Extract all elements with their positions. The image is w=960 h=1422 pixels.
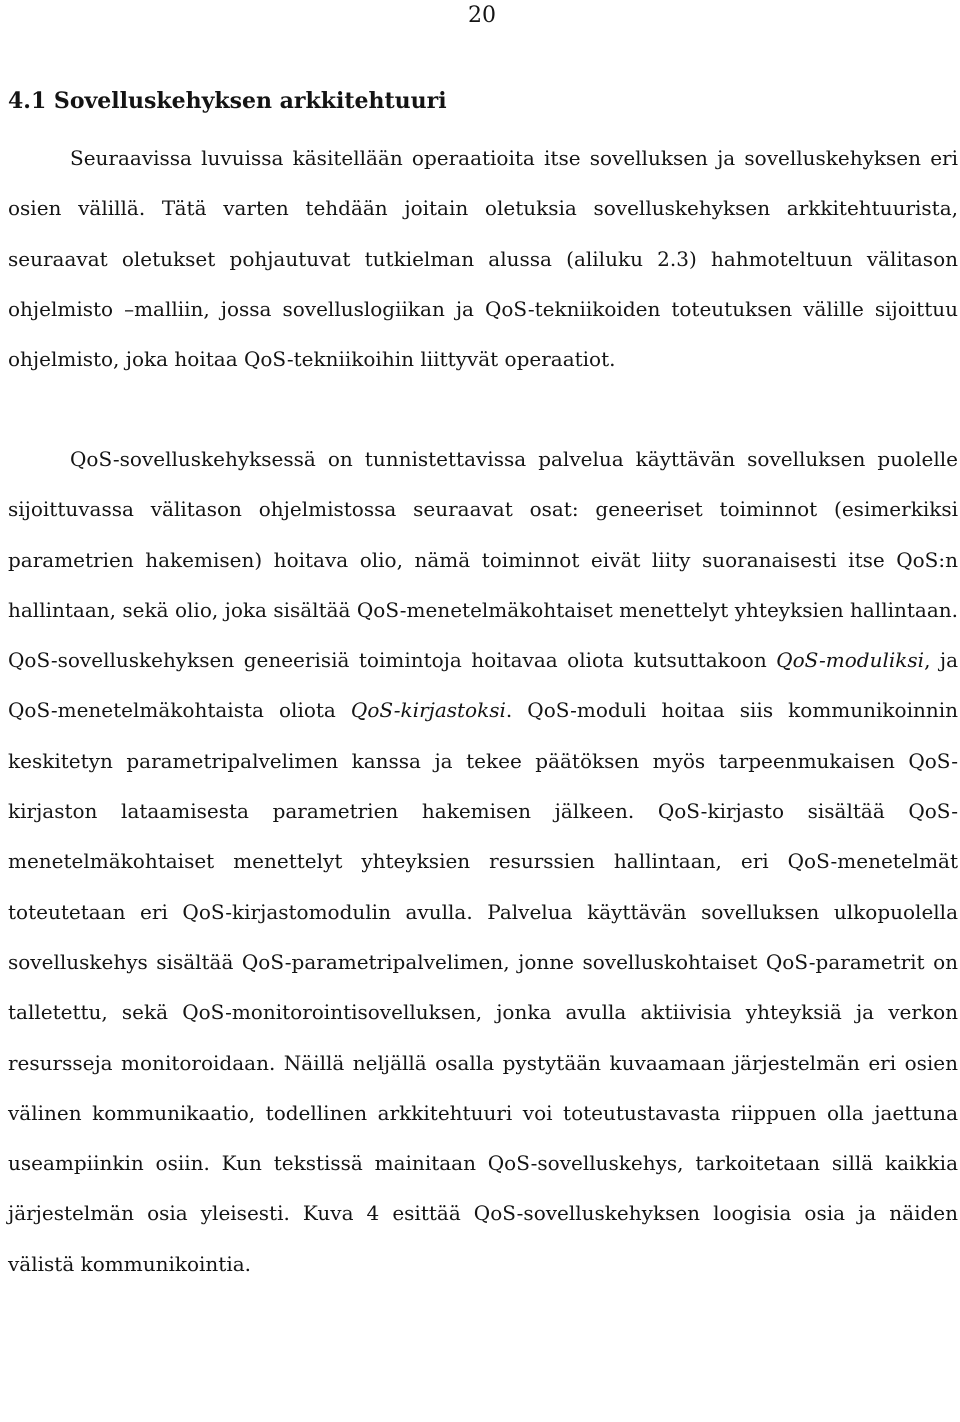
paragraph-2-text-c: . QoS-moduli hoitaa siis kommunikoinnin keskitetyn parametripalvelimen kanssa ja tekee päätöksen myös tarpeenmukaisen QoS-kirjaston lataamisesta parametrien hakemisen jälkeen. QoS-kirjasto sisältää QoS-menetelmäkohtaiset menettelyt yhteyksien resurssien hallintaan, eri QoS-menetelmät toteutetaan eri QoS-kirjastomodulin avulla. Palvelua käyttävän sovelluksen ulkopuolella sovelluskehys sisältää QoS-parametripalvelimen, jonne sovelluskohtaiset QoS-parametrit on talletettu, sekä QoS-monitorointisovelluksen, jonka avulla aktiivisia yhteyksiä ja verkon resursseja monitoroidaan. Näillä neljällä osalla pystytään kuvaamaan järjestelmän eri osien välinen kommunikaatio, todellinen arkkitehtuuri voi toteutustavasta riippuen olla jaettuna useampiinkin osiin. Kun tekstissä mainitaan QoS-sovelluskehys, tarkoitetaan sillä kaikkia järjestelmän osia yleisesti. Kuva 4 esittää QoS-sovelluskehyksen loogisia osia ja näiden välistä kommunikointia. — [8, 698, 959, 1276]
paragraph-2-text-a: QoS-sovelluskehyksessä on tunnistettavissa palvelua käyttävän sovelluksen puolelle sijoittuvassa välitason ohjelmistossa seuraavat osat: geneeriset toiminnot (esimerkiksi parametrien hakemisen) hoitava olio, nämä toiminnot eivät liity suoranaisesti itse QoS:n hallintaan, sekä olio, joka sisältää QoS-menetelmäkohtaiset menettelyt yhteyksien hallintaan. QoS-sovelluskehyksen geneerisiä toimintoja hoitavaa oliota kutsuttakoon — [8, 447, 958, 673]
term-qos-kirjasto: QoS-kirjastoksi — [350, 698, 506, 723]
paragraph-2 — [8, 434, 958, 1289]
paragraph-1: Seuraavissa luvuissa käsitellään operaatioita itse sovelluksen ja sovelluskehyksen eri osien välillä. Tätä varten tehdään joitain oletuksia sovelluskehyksen arkkitehtuurista, seuraavat oletukset pohjautuvat tutkielman alussa (aliluku 2.3) hahmoteltuun välitason ohjelmisto –malliin, jossa sovelluslogiikan ja QoS-tekniikoiden toteutuksen välille sijoittuu ohjelmisto, joka hoitaa QoS-tekniikoihin liittyvät operaatiot. — [8, 146, 958, 372]
section-heading: 4.1 Sovelluskehyksen arkkitehtuuri — [8, 88, 447, 114]
page-number: 20 — [468, 3, 496, 28]
term-qos-moduli: QoS-moduliksi — [776, 648, 925, 673]
paragraph-2-text-b: , ja QoS-menetelmäkohtaista oliota — [8, 648, 959, 723]
